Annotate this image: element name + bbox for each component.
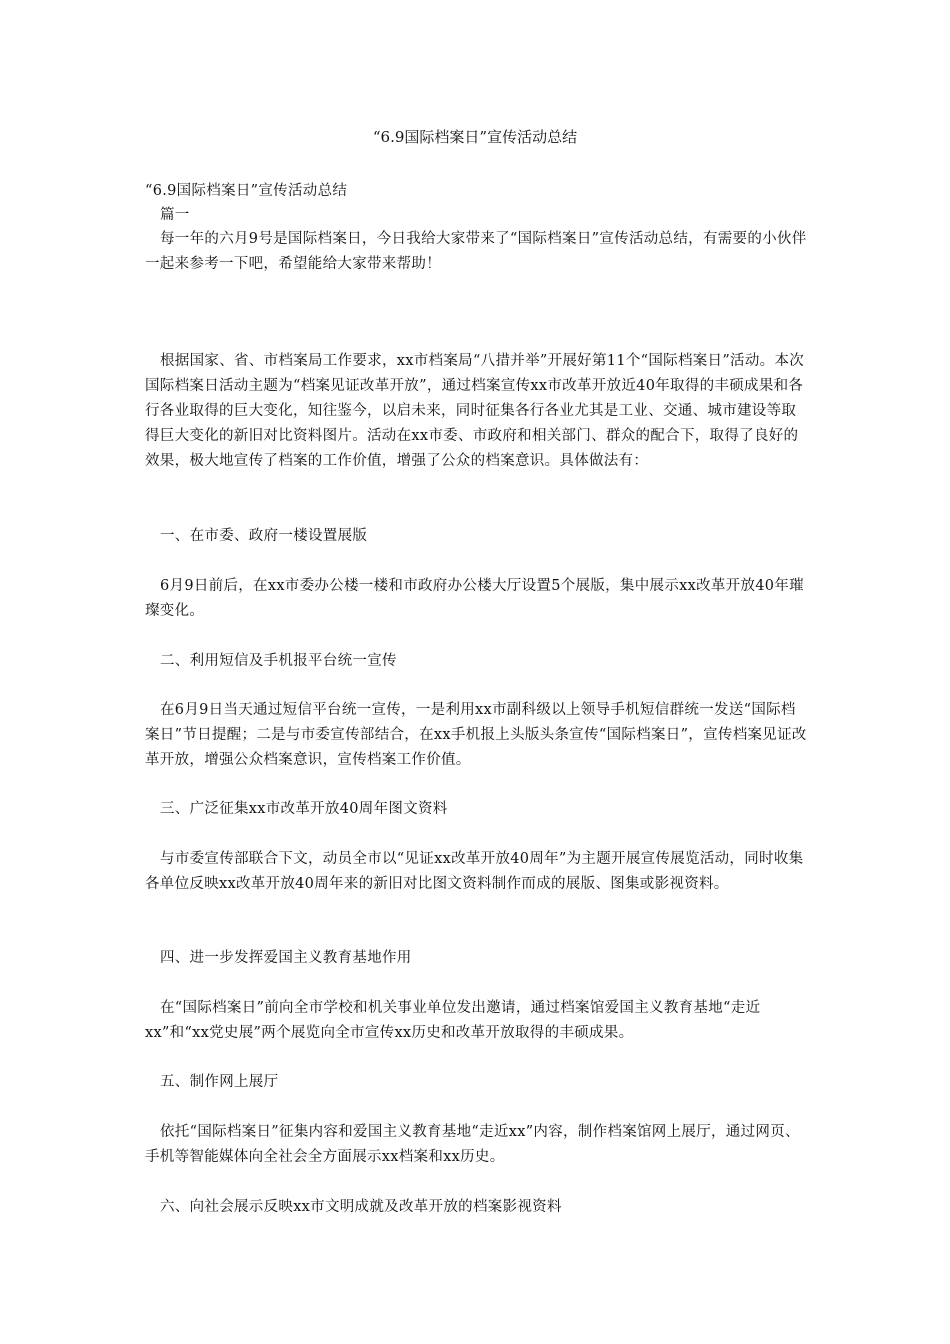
section-paragraph-5: 依托“国际档案日”征集内容和爱国主义教育基地“走近xx”内容，制作档案馆网上展厅，通过网页、手机等智能媒体向全社会全方面展示xx档案和xx历史。 bbox=[145, 1124, 800, 1165]
document-title: “6.9国际档案日”宣传活动总结 bbox=[372, 128, 578, 146]
main-paragraph: 根据国家、省、市档案局工作要求，xx市档案局“八措并举”开展好第11个“国际档案日”活动。本次国际档案日活动主题为“档案见证改革开放”，通过档案宣传xx市改革开放近40年取得的丰硕成果和各行各业取得的巨大变化，知往鉴今，以启未来，同时征集各行各业尤其是工业、交通、城市建设等取得巨大变化的新旧对比资料图片。活动在xx市委、市政府和相关部门、群众的配合下，取得了良好的效果，极大地宣传了档案的工作价值，增强了公众的档案意识。具体做法有： bbox=[145, 353, 805, 469]
section-heading-1: 一、在市委、政府一楼设置展版 bbox=[160, 528, 368, 544]
section-heading-4: 四、进一步发挥爱国主义教育基地作用 bbox=[160, 950, 412, 966]
section-paragraph-3: 与市委宣传部联合下文，动员全市以“见证xx改革开放40周年”为主题开展宣传展览活动，同时收集各单位反映xx改革开放40周年来的新旧对比图文资料制作而成的展版、图集或影视资料。 bbox=[145, 851, 804, 892]
section-paragraph-1: 6月9日前后，在xx市委办公楼一楼和市政府办公楼大厅设置5个展版，集中展示xx改革开放40年璀璨变化。 bbox=[145, 578, 804, 619]
section-heading-3: 三、广泛征集xx市改革开放40周年图文资料 bbox=[160, 801, 448, 817]
section-heading-2: 二、利用短信及手机报平台统一宣传 bbox=[160, 653, 397, 669]
section-heading-6: 六、向社会展示反映xx市文明成就及改革开放的档案影视资料 bbox=[160, 1199, 562, 1215]
section-paragraph-2: 在6月9日当天通过短信平台统一宣传，一是利用xx市副科级以上领导手机短信群统一发送“国际档案日”节日提醒；二是与市委宣传部结合，在xx手机报上头版头条宣传“国际档案日”，宣传档案见证改革开放，增强公众档案意识，宣传档案工作价值。 bbox=[145, 702, 807, 768]
document-subtitle: “6.9国际档案日”宣传活动总结 bbox=[145, 183, 348, 199]
chapter-label: 篇一 bbox=[160, 207, 190, 223]
section-heading-5: 五、制作网上展厅 bbox=[160, 1074, 279, 1090]
section-paragraph-4: 在“国际档案日”前向全市学校和机关事业单位发出邀请，通过档案馆爱国主义教育基地“走近xx”和“xx党史展”两个展览向全市宣传xx历史和改革开放取得的丰硕成果。 bbox=[145, 1000, 761, 1041]
intro-paragraph: 每一年的六月9号是国际档案日，今日我给大家带来了“国际档案日”宣传活动总结，有需要的小伙伴一起来参考一下吧，希望能给大家带来帮助！ bbox=[145, 231, 807, 272]
